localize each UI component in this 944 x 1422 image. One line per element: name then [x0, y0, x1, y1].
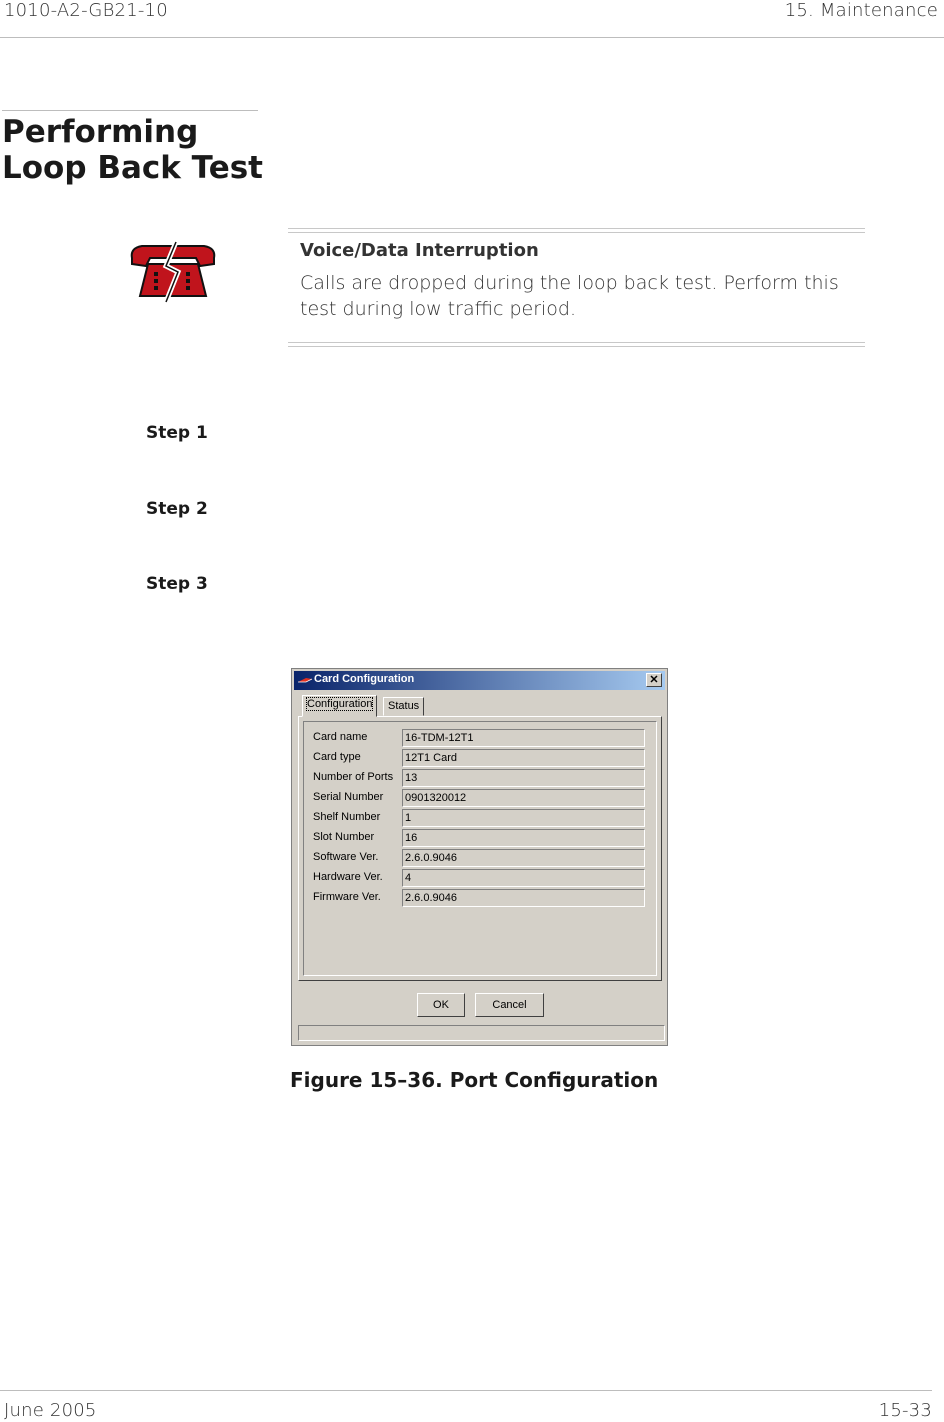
note-body: Calls are dropped during the loop back test. Perform this test during low traffic period. — [300, 272, 839, 320]
field-row-serial-number — [309, 789, 649, 807]
slot-number-label: Slot Number — [313, 831, 375, 843]
note-bottom-rule — [288, 342, 865, 343]
field-row-card-type — [309, 749, 649, 767]
page-number: 15-33 — [878, 1400, 932, 1421]
note-top-rule — [288, 228, 865, 229]
tab-status[interactable] — [383, 697, 424, 716]
broken-telephone-icon — [126, 236, 220, 306]
field-row-firmware-ver — [309, 889, 649, 907]
note-top-rule-inner — [288, 232, 865, 233]
number-of-ports-label: Number of Ports — [313, 771, 394, 783]
note-bottom-rule-inner — [288, 346, 865, 347]
field-row-card-name — [309, 729, 649, 747]
field-row-hardware-ver — [309, 869, 649, 887]
field-row-software-ver — [309, 849, 649, 867]
tab-configuration[interactable] — [302, 695, 377, 717]
field-row-shelf-number — [309, 809, 649, 827]
cancel-button[interactable]: Cancel — [475, 993, 544, 1017]
dialog-titlebar[interactable] — [294, 671, 665, 690]
card-name-label: Card name — [313, 731, 368, 743]
firmware-ver-label: Firmware Ver. — [313, 891, 381, 903]
ok-button[interactable]: OK — [417, 993, 465, 1017]
slot-number-field[interactable]: 16 — [402, 829, 645, 847]
card-name-field[interactable]: 16-TDM-12T1 — [402, 729, 645, 747]
close-button[interactable]: ✕ — [646, 673, 662, 687]
card-icon — [297, 675, 313, 686]
publication-date: June 2005 — [4, 1400, 97, 1421]
figure-caption: Figure 15–36. Port Configuration — [290, 1068, 659, 1092]
software-ver-field[interactable]: 2.6.0.9046 — [402, 849, 645, 867]
note-title: Voice/Data Interruption — [300, 240, 539, 261]
step-3-label: Step 3 — [146, 574, 208, 594]
serial-number-field[interactable]: 0901320012 — [402, 789, 645, 807]
section-divider — [2, 110, 258, 111]
tab-configuration-label: Configuration — [307, 698, 373, 710]
section-title-line1: Performing — [2, 114, 199, 150]
card-configuration-dialog — [291, 668, 668, 1046]
card-type-field[interactable]: 12T1 Card — [402, 749, 645, 767]
field-row-slot-number — [309, 829, 649, 847]
chapter-title: 15. Maintenance — [784, 0, 938, 21]
firmware-ver-field[interactable]: 2.6.0.9046 — [402, 889, 645, 907]
dialog-title: Card Configuration — [314, 673, 415, 685]
software-ver-label: Software Ver. — [313, 851, 379, 863]
number-of-ports-field[interactable]: 13 — [402, 769, 645, 787]
field-row-number-of-ports — [309, 769, 649, 787]
step-1-label: Step 1 — [146, 423, 208, 443]
shelf-number-field[interactable]: 1 — [402, 809, 645, 827]
status-bar — [298, 1025, 665, 1041]
hardware-ver-label: Hardware Ver. — [313, 871, 383, 883]
card-type-label: Card type — [313, 751, 361, 763]
shelf-number-label: Shelf Number — [313, 811, 381, 823]
document-id: 1010-A2-GB21-10 — [4, 0, 168, 21]
section-title-line2: Loop Back Test — [2, 150, 263, 186]
step-2-label: Step 2 — [146, 499, 208, 519]
serial-number-label: Serial Number — [313, 791, 384, 803]
hardware-ver-field[interactable]: 4 — [402, 869, 645, 887]
header-divider — [0, 37, 944, 38]
section-title — [2, 114, 282, 186]
footer-divider — [0, 1390, 932, 1391]
tab-status-label: Status — [388, 700, 420, 712]
